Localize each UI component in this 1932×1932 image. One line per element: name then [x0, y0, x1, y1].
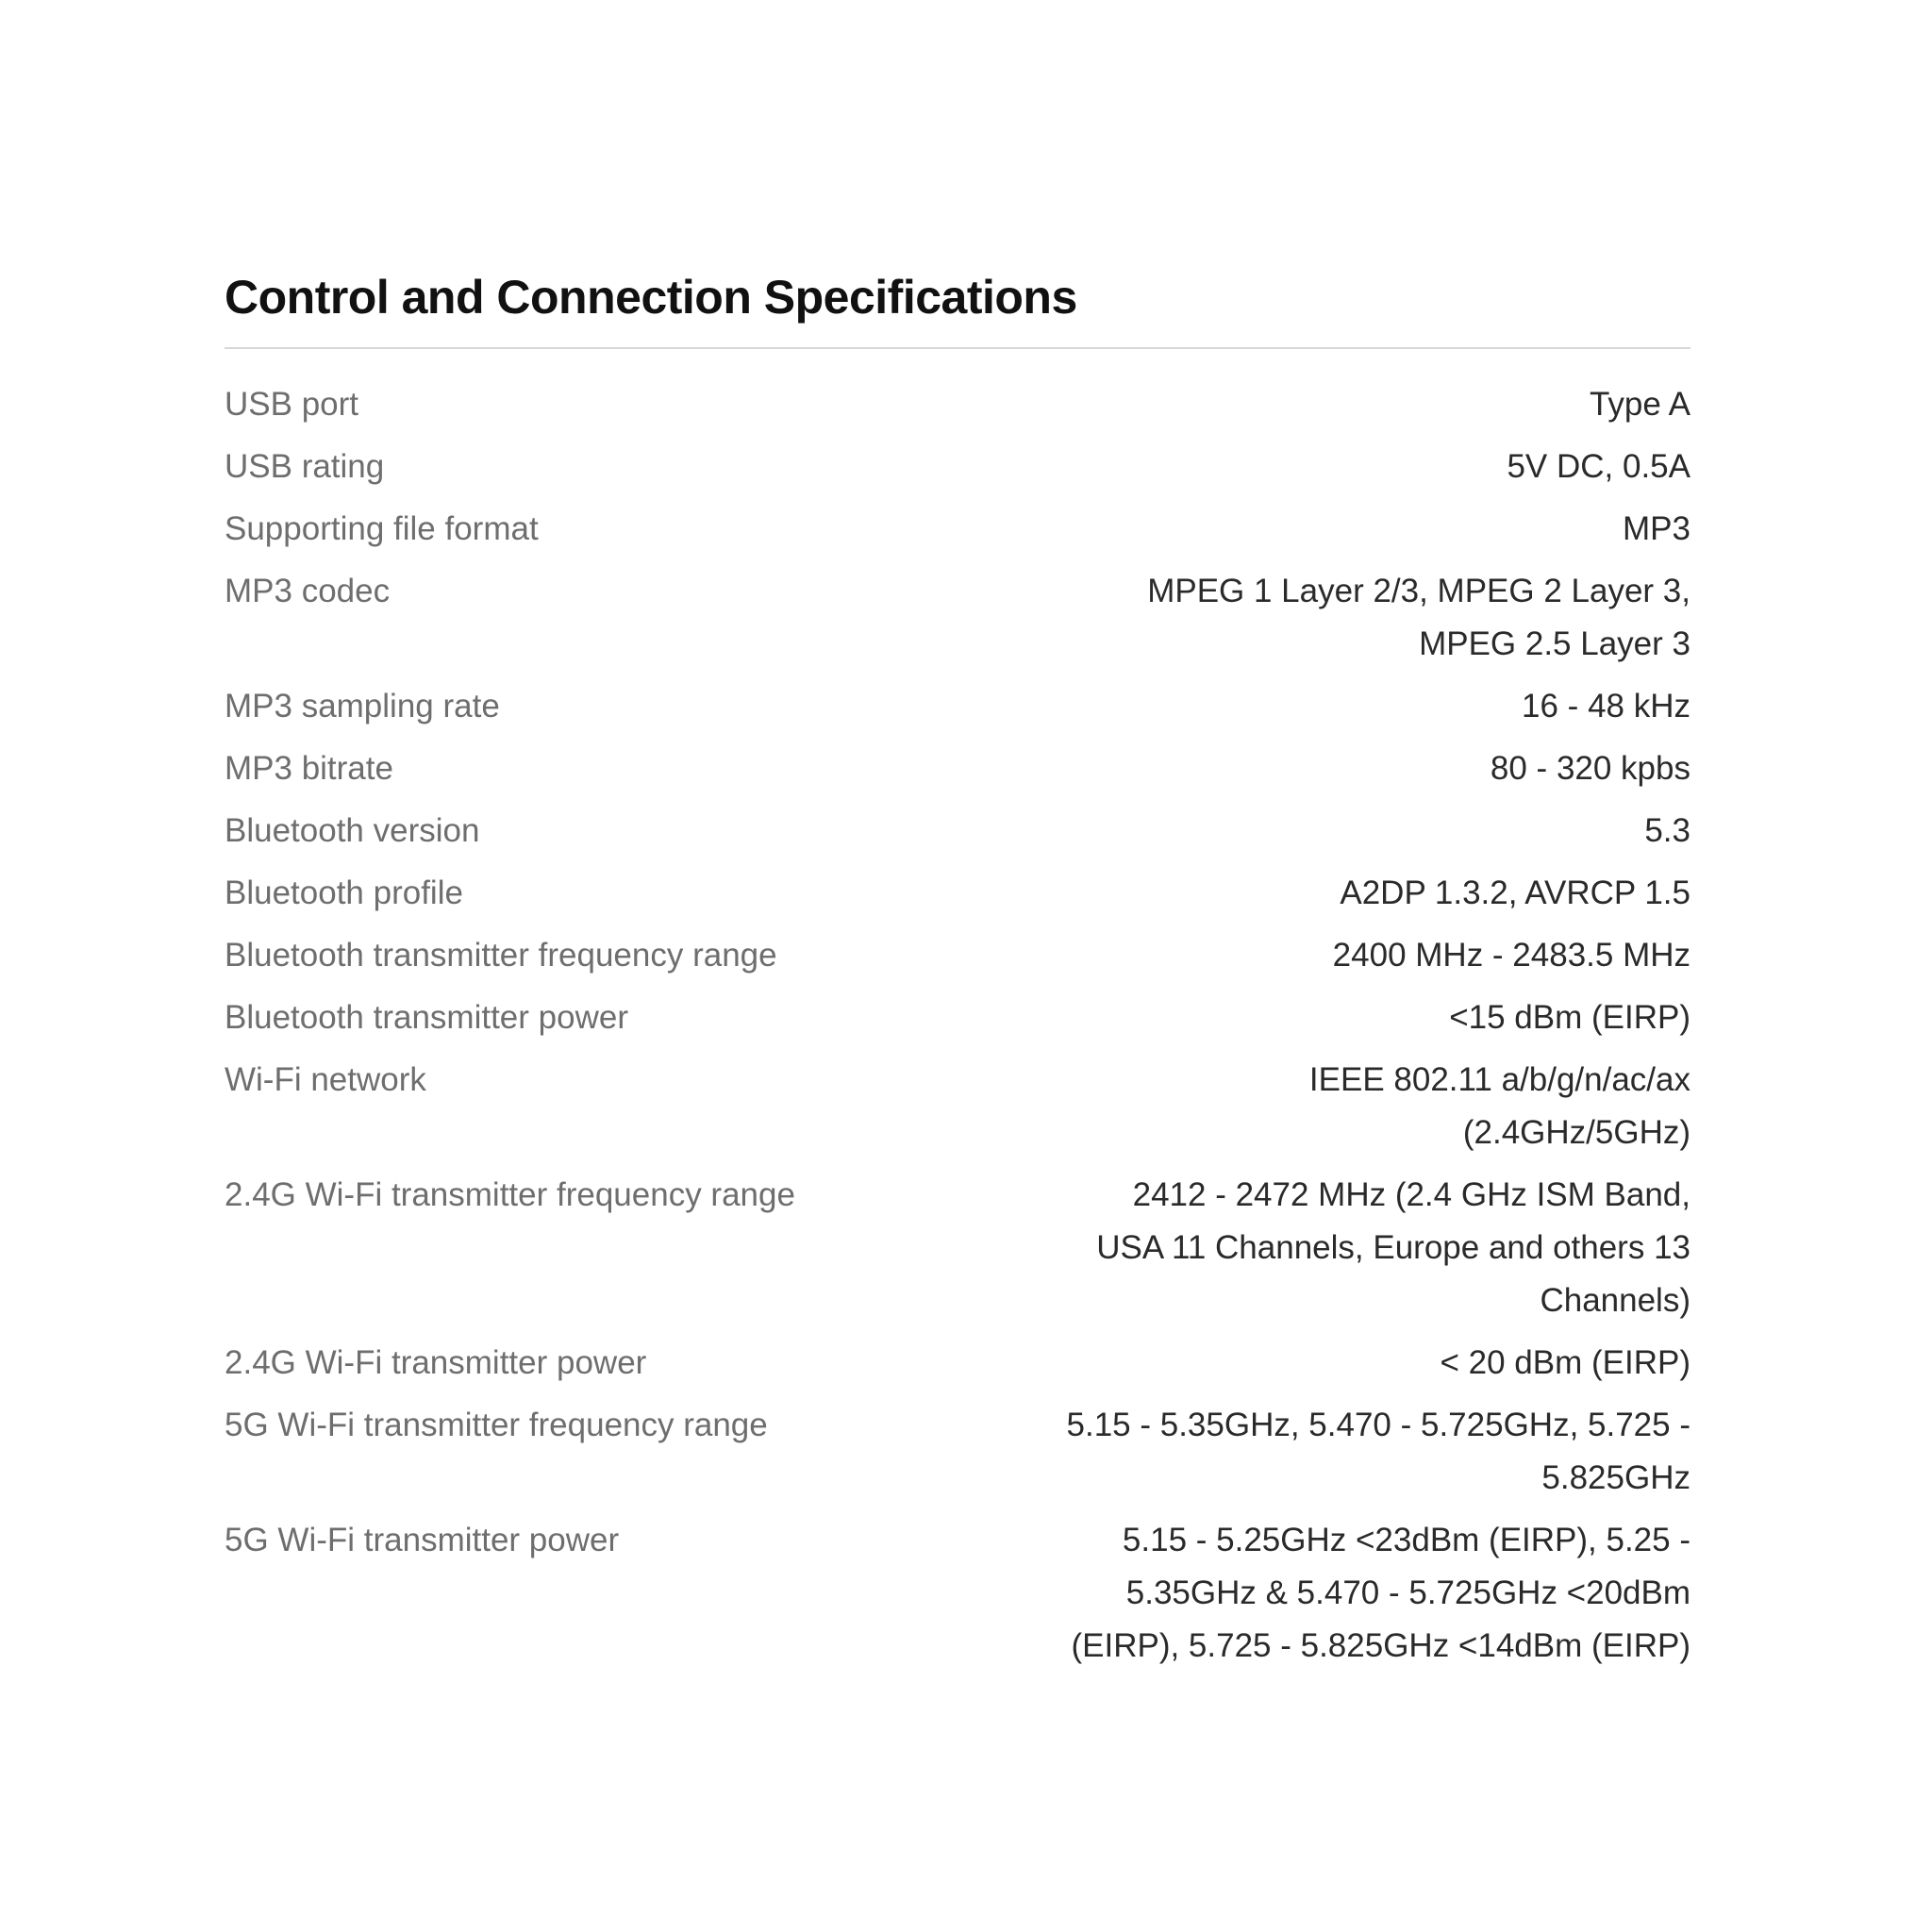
spec-value: 5V DC, 0.5A [1507, 448, 1690, 485]
spec-label: Bluetooth profile [225, 874, 463, 911]
spec-label: Bluetooth transmitter power [225, 999, 628, 1036]
spec-row-wifi-network [225, 1049, 1690, 1164]
spec-row-bluetooth-version [225, 800, 1690, 862]
spec-value: MPEG 1 Layer 2/3, MPEG 2 Layer 3, MPEG 2.5 Layer 3 [1147, 573, 1690, 662]
spec-row-bluetooth-frequency [225, 924, 1690, 987]
spec-value: IEEE 802.11 a/b/g/n/ac/ax (2.4GHz/5GHz) [1308, 1061, 1690, 1151]
spec-label: MP3 sampling rate [225, 688, 500, 724]
spec-value: 5.15 - 5.25GHz <23dBm (EIRP), 5.25 - 5.35GHz & 5.470 - 5.725GHz <20dBm (EIRP), 5.725 - 5.825GHz <14dBm (EIRP) [1071, 1522, 1690, 1664]
title-divider [225, 347, 1690, 349]
spec-row-wifi-24g-power [225, 1332, 1690, 1394]
spec-value: A2DP 1.3.2, AVRCP 1.5 [1340, 874, 1690, 911]
spec-row-wifi-5g-power [225, 1509, 1690, 1677]
spec-value: Type A [1589, 386, 1690, 423]
spec-row-mp3-sampling-rate [225, 675, 1690, 738]
spec-row-usb-rating [225, 436, 1690, 498]
spec-value: 2400 MHz - 2483.5 MHz [1332, 937, 1690, 974]
spec-label: Bluetooth transmitter frequency range [225, 937, 777, 974]
spec-row-mp3-codec [225, 560, 1690, 675]
spec-row-file-format [225, 498, 1690, 560]
spec-label: Supporting file format [225, 510, 539, 547]
spec-label: 5G Wi-Fi transmitter power [225, 1522, 620, 1558]
spec-label: 5G Wi-Fi transmitter frequency range [225, 1407, 768, 1443]
spec-label: Bluetooth version [225, 812, 480, 849]
spec-row-mp3-bitrate [225, 738, 1690, 800]
spec-value: <15 dBm (EIRP) [1449, 999, 1690, 1036]
spec-value: < 20 dBm (EIRP) [1440, 1344, 1690, 1381]
spec-label: 2.4G Wi-Fi transmitter power [225, 1344, 647, 1381]
spec-value: 5.15 - 5.35GHz, 5.470 - 5.725GHz, 5.725 - 5.825GHz [1066, 1407, 1690, 1496]
spec-label: MP3 bitrate [225, 750, 393, 787]
spec-label: MP3 codec [225, 573, 391, 609]
spec-section [225, 266, 1690, 1677]
spec-label: Wi-Fi network [225, 1061, 426, 1098]
spec-label: USB rating [225, 448, 385, 485]
spec-label: 2.4G Wi-Fi transmitter frequency range [225, 1176, 795, 1213]
spec-value: 16 - 48 kHz [1522, 688, 1690, 724]
spec-row-usb-port [225, 374, 1690, 436]
spec-value: 80 - 320 kpbs [1490, 750, 1690, 787]
spec-value: MP3 [1623, 510, 1690, 547]
spec-label: USB port [225, 386, 358, 423]
spec-row-bluetooth-power [225, 987, 1690, 1049]
spec-row-wifi-24g-frequency [225, 1164, 1690, 1332]
spec-row-bluetooth-profile [225, 862, 1690, 924]
spec-row-wifi-5g-frequency [225, 1394, 1690, 1509]
spec-value: 5.3 [1644, 812, 1690, 849]
spec-value: 2412 - 2472 MHz (2.4 GHz ISM Band, USA 11 Channels, Europe and others 13 Channels) [1096, 1176, 1690, 1319]
section-title: Control and Connection Specifications [225, 271, 1077, 324]
